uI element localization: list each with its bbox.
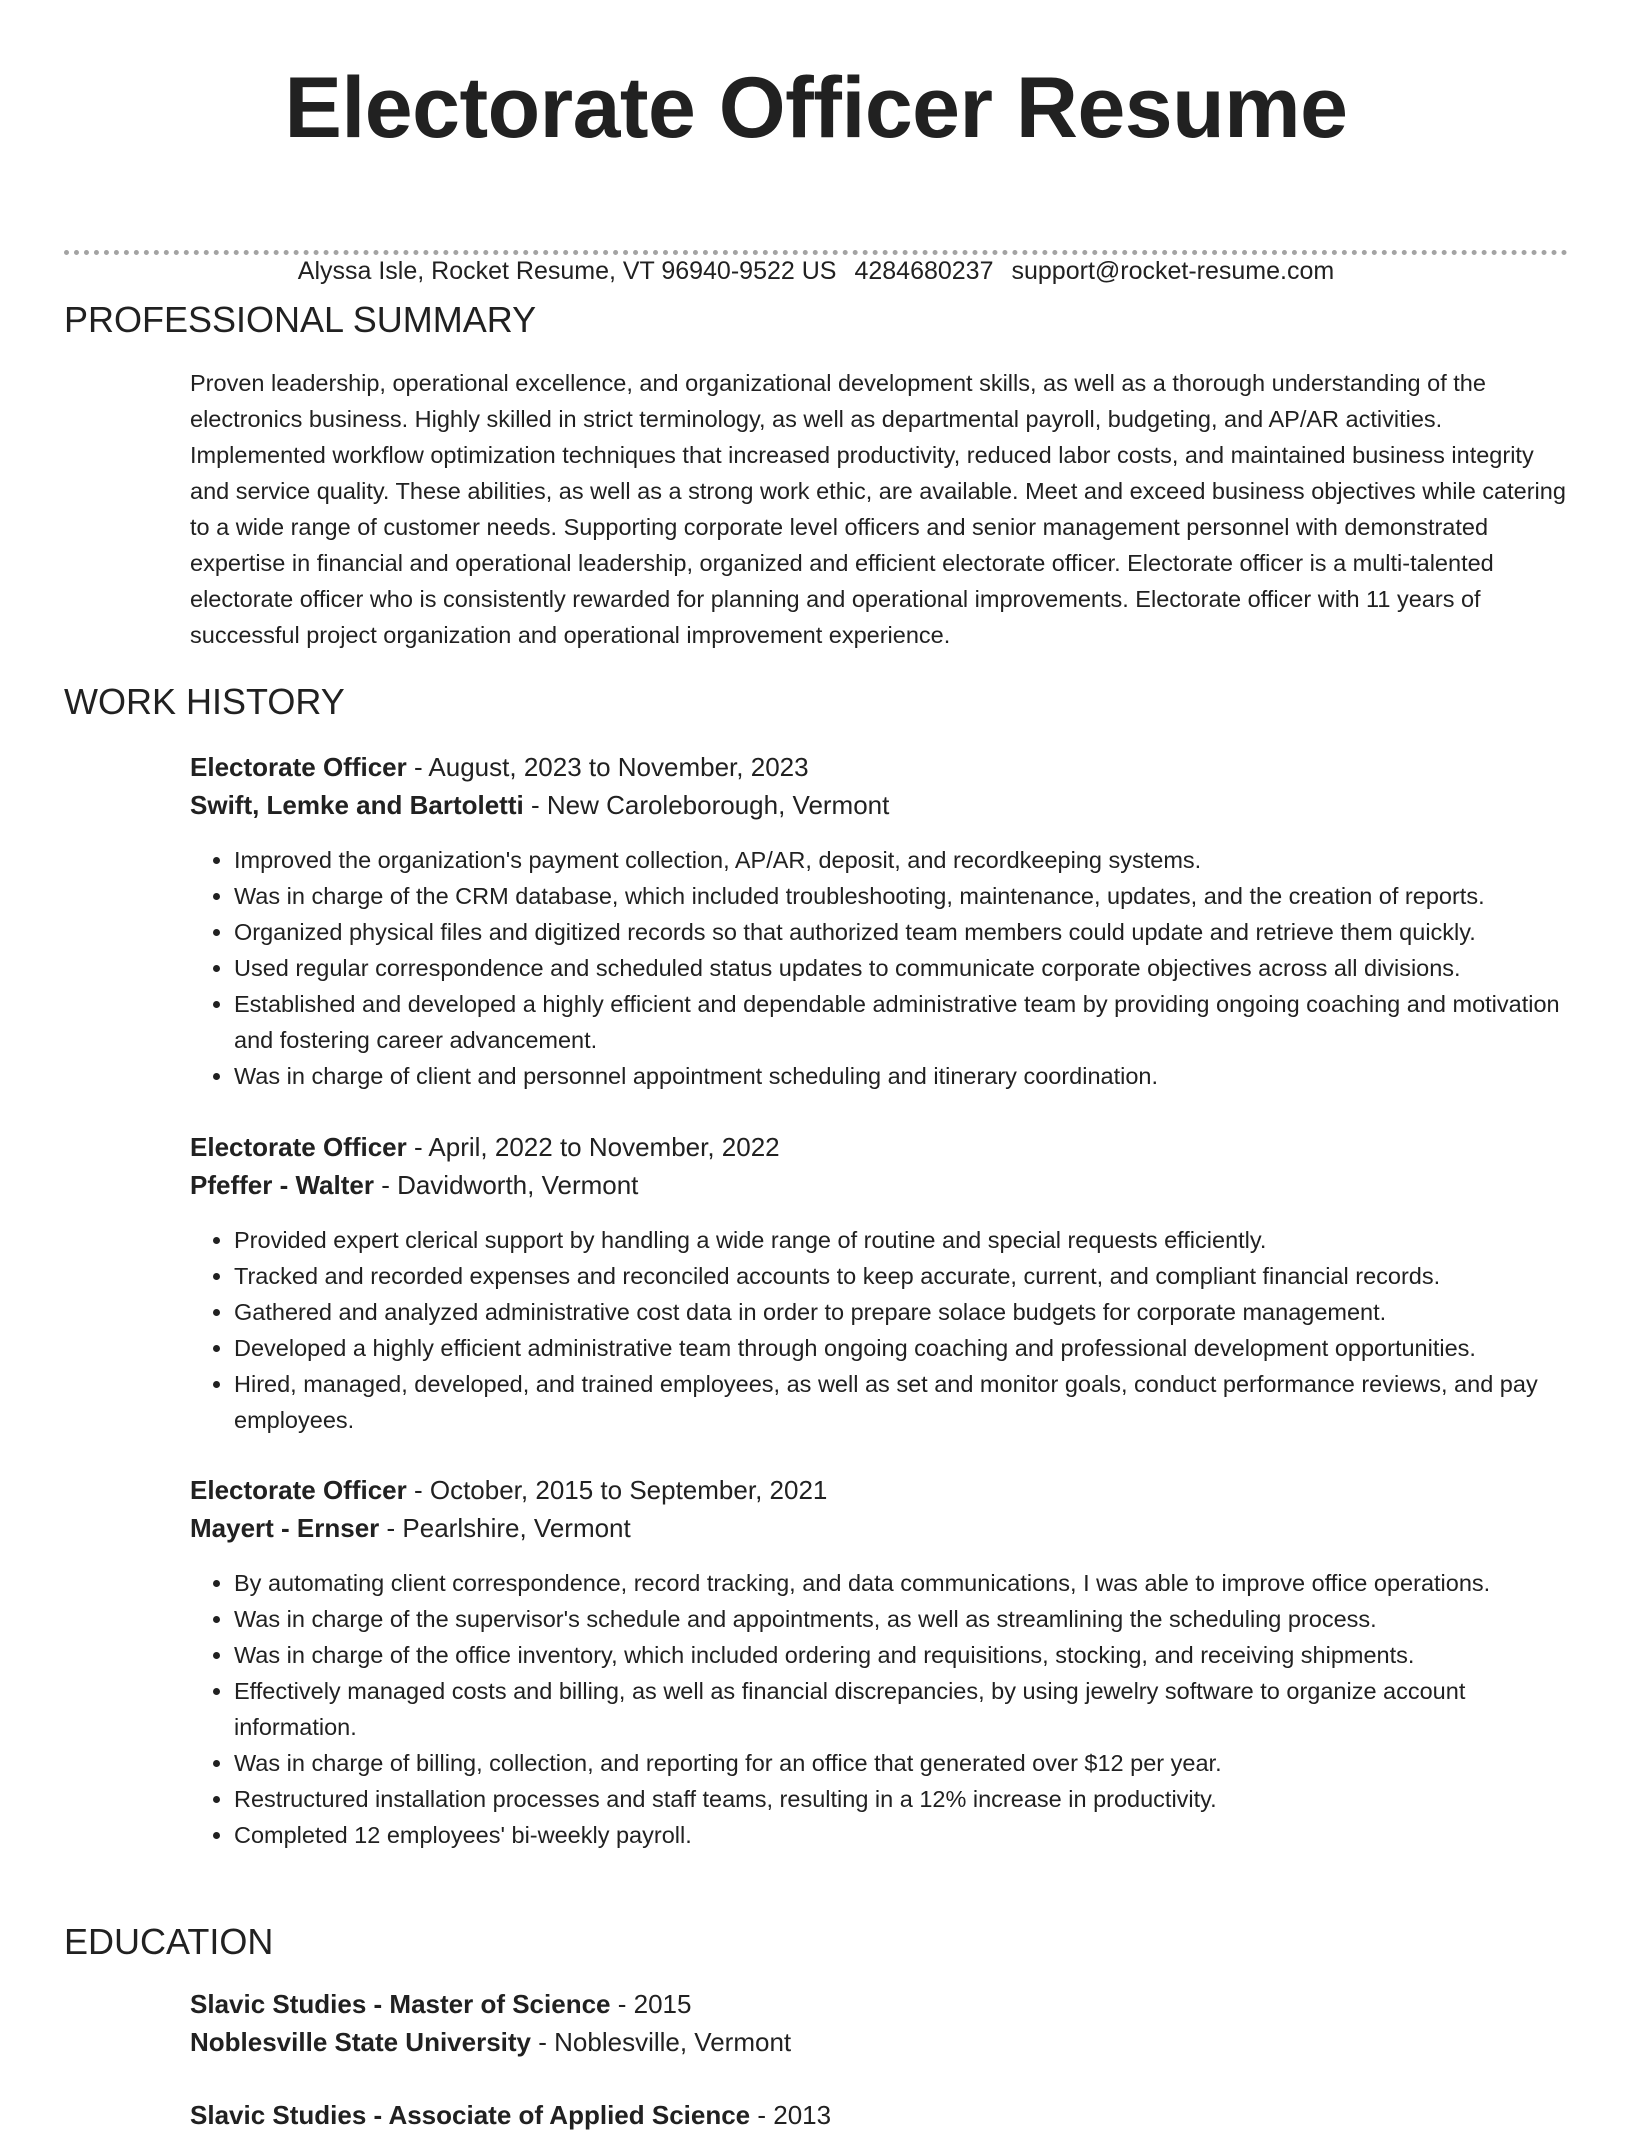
job-company: Mayert - Ernser (190, 1513, 380, 1543)
job-bullet: • Completed 12 employees' bi-weekly payroll. (234, 1817, 1570, 1853)
job-entry (190, 748, 1570, 1094)
job-company-line (190, 1509, 1570, 1547)
education-year: - 2013 (750, 2100, 832, 2130)
job-bullets (190, 842, 1570, 1094)
education-entry (190, 1985, 1570, 2061)
job-title-line (190, 1471, 1570, 1509)
job-dates: - April, 2022 to November, 2022 (406, 1132, 780, 1162)
contact-email[interactable]: support@rocket-resume.com (1011, 257, 1335, 285)
job-bullets (190, 1222, 1570, 1438)
job-bullet: • Was in charge of billing, collection, and reporting for an office that generated over $12 per year. (234, 1745, 1570, 1781)
job-bullet: • Gathered and analyzed administrative cost data in order to prepare solace budgets for corporate management. (234, 1294, 1570, 1330)
job-bullet: • Provided expert clerical support by handling a wide range of routine and special requests efficiently. (234, 1222, 1570, 1258)
job-dates: - October, 2015 to September, 2021 (406, 1475, 828, 1505)
summary-text: Proven leadership, operational excellence, and organizational development skills, as well as a thorough understanding of the electronics business. Highly skilled in strict terminology, as well as departmental payroll, budgeting, and AP/AR activities. Implemented workflow optimization techniques that increased productivity, reduced labor costs, and maintained business integrity and service quality. These abilities, as well as a strong work ethic, are available. Meet and exceed business objectives while catering to a wide range of customer needs. Supporting corporate level officers and senior management personnel with demonstrated expertise in financial and operational leadership, organized and efficient electorate officer. Electorate officer is a multi-talented electorate officer who is consistently rewarded for planning and operational improvements. Electorate officer with 11 years of successful project organization and operational improvement experience. (190, 370, 1566, 648)
job-role: Electorate Officer (190, 1132, 407, 1162)
contact-line (0, 255, 1632, 287)
job-entry (190, 1471, 1570, 1853)
education-degree-line (190, 2096, 1570, 2134)
job-bullet: • Tracked and recorded expenses and reconciled accounts to keep accurate, current, and compliant financial records. (234, 1258, 1570, 1294)
job-bullet: • Hired, managed, developed, and trained employees, as well as set and monitor goals, conduct performance reviews, and pay employees. (234, 1366, 1570, 1438)
job-bullet: • Effectively managed costs and billing, as well as financial discrepancies, by using jewelry software to organize account information. (234, 1673, 1570, 1745)
job-company: Pfeffer - Walter (190, 1170, 374, 1200)
job-bullet: • Developed a highly efficient administrative team through ongoing coaching and professional development opportunities. (234, 1330, 1570, 1366)
job-entry (190, 1128, 1570, 1438)
job-title-line (190, 1128, 1570, 1166)
contact-phone: 4284680237 (854, 257, 994, 285)
section-title-education: EDUCATION (64, 1921, 274, 1962)
job-company-line (190, 1166, 1570, 1204)
job-bullet: • Was in charge of the supervisor's schedule and appointments, as well as streamlining the scheduling process. (234, 1601, 1570, 1637)
job-dates: - August, 2023 to November, 2023 (406, 752, 809, 782)
job-bullet: • Used regular correspondence and scheduled status updates to communicate corporate objectives across all divisions. (234, 950, 1570, 986)
job-location: - Davidworth, Vermont (373, 1170, 639, 1200)
resume-header (0, 0, 1632, 158)
education-year: - 2015 (610, 1989, 692, 2019)
education-degree-line (190, 1985, 1570, 2023)
education-school-line (190, 2023, 1570, 2061)
education-entry (190, 2096, 1570, 2134)
job-bullets (190, 1565, 1570, 1853)
education-location: - Noblesville, Vermont (531, 2027, 792, 2057)
job-bullet: • By automating client correspondence, record tracking, and data communications, I was able to improve office operations. (234, 1565, 1570, 1601)
job-bullet: • Improved the organization's payment collection, AP/AR, deposit, and recordkeeping systems. (234, 842, 1570, 878)
contact-address: Alyssa Isle, Rocket Resume, VT 96940-9522 US (297, 257, 837, 285)
job-location: - Pearlshire, Vermont (379, 1513, 631, 1543)
job-role: Electorate Officer (190, 752, 407, 782)
job-location: - New Caroleborough, Vermont (523, 790, 890, 820)
job-bullet: • Established and developed a highly efficient and dependable administrative team by providing ongoing coaching and motivation and fostering career advancement. (234, 986, 1570, 1058)
summary-block (190, 365, 1570, 653)
job-role: Electorate Officer (190, 1475, 407, 1505)
job-title-line (190, 748, 1570, 786)
job-company-line (190, 786, 1570, 824)
resume-title: Electorate Officer Resume (284, 60, 1348, 156)
job-bullet: • Was in charge of client and personnel appointment scheduling and itinerary coordination. (234, 1058, 1570, 1094)
header-divider (64, 250, 1568, 255)
education-degree: Slavic Studies - Associate of Applied Science (190, 2100, 751, 2130)
job-company: Swift, Lemke and Bartoletti (190, 790, 524, 820)
education-school: Noblesville State University (190, 2027, 532, 2057)
job-bullet: • Restructured installation processes and staff teams, resulting in a 12% increase in productivity. (234, 1781, 1570, 1817)
job-bullet: • Was in charge of the office inventory, which included ordering and requisitions, stocking, and receiving shipments. (234, 1637, 1570, 1673)
job-bullet: • Organized physical files and digitized records so that authorized team members could update and retrieve them quickly. (234, 914, 1570, 950)
education-degree: Slavic Studies - Master of Science (190, 1989, 611, 2019)
section-title-summary: PROFESSIONAL SUMMARY (64, 299, 537, 340)
job-bullet: • Was in charge of the CRM database, which included troubleshooting, maintenance, updates, and the creation of reports. (234, 878, 1570, 914)
section-title-work-history: WORK HISTORY (64, 681, 345, 722)
